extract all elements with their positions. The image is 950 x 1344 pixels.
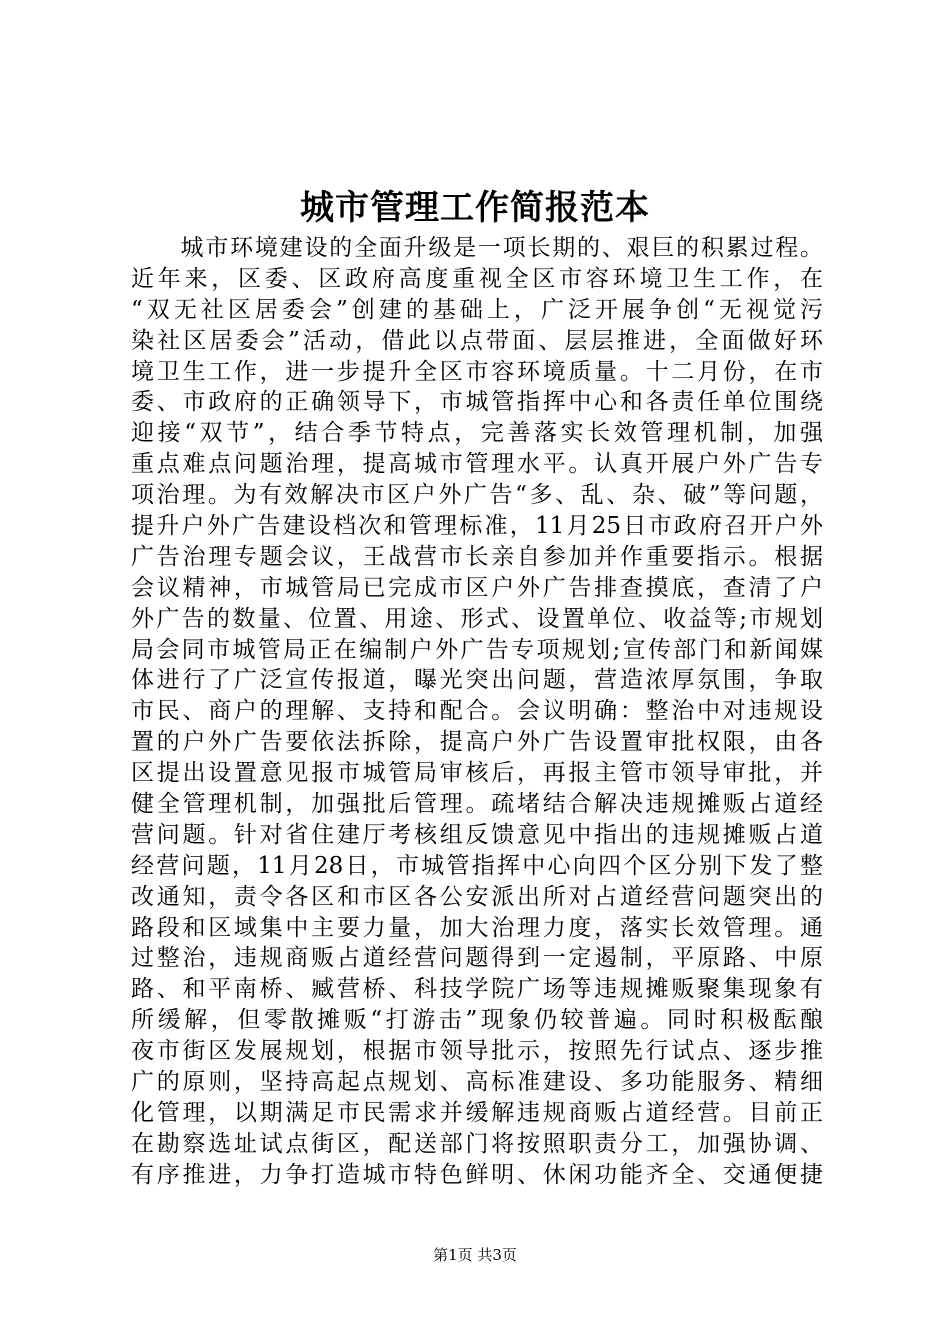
body-line: 营问题。针对省住建厅考核组反馈意见中指出的违规摊贩占道 [131,821,823,848]
body-line: 健全管理机制，加强批后管理。疏堵结合解决违规摊贩占道经 [131,791,823,818]
body-line: 近年来，区委、区政府高度重视全区市容环境卫生工作，在 [131,265,823,292]
body-line: 在勘察选址试点街区，配送部门将按照职责分工，加强协调、 [131,1130,823,1157]
body-line: 区提出设置意见报市城管局审核后，再报主管市领导审批，并 [131,760,823,787]
body-line: 会议精神，市城管局已完成市区户外广告排查摸底，查清了户 [131,574,823,601]
body-line: 夜市街区发展规划，根据市领导批示，按照先行试点、逐步推 [131,1038,823,1065]
body-line: 经营问题，11月28日，市城管指挥中心向四个区分别下发了整 [131,852,823,879]
body-line: 所缓解，但零散摊贩“打游击”现象仍较普遍。同时积极酝酿 [131,1007,823,1034]
body-line: “双无社区居委会”创建的基础上，广泛开展争创“无视觉污 [131,296,823,323]
body-line: 城市环境建设的全面升级是一项长期的、艰巨的积累过程。 [131,235,823,261]
body-line: 置的户外广告要依法拆除，提高户外广告设置审批权限，由各 [131,729,823,756]
body-line: 委、市政府的正确领导下，市城管指挥中心和各责任单位围绕 [131,389,823,416]
body-line: 化管理，以期满足市民需求并缓解违规商贩占道经营。目前正 [131,1099,823,1126]
body-line: 染社区居委会”活动，借此以点带面、层层推进，全面做好环 [131,327,823,354]
body-line: 有序推进，力争打造城市特色鲜明、休闲功能齐全、交通便捷 [131,1161,823,1188]
body-line: 改通知，责令各区和市区各公安派出所对占道经营问题突出的 [131,883,823,910]
body-line: 外广告的数量、位置、用途、形式、设置单位、收益等;市规划 [131,605,823,632]
body-line: 广告治理专题会议，王战营市长亲自参加并作重要指示。根据 [131,543,823,570]
body-line: 提升户外广告建设档次和管理标准，11月25日市政府召开户外 [131,513,823,540]
body-line: 体进行了广泛宣传报道，曝光突出问题，营造浓厚氛围，争取 [131,667,823,694]
page-footer: 第1页 共3页 [433,1246,517,1264]
body-line: 项治理。为有效解决市区户外广告“多、乱、杂、破”等问题， [131,482,823,509]
body-line: 路段和区域集中主要力量，加大治理力度，落实长效管理。通 [131,914,823,941]
body-line: 市民、商户的理解、支持和配合。会议明确：整治中对违规设 [131,698,823,725]
body-line: 重点难点问题治理，提高城市管理水平。认真开展户外广告专 [131,451,823,478]
body-line: 过整治，违规商贩占道经营问题得到一定遏制，平原路、中原 [131,945,823,972]
body-line: 局会同市城管局正在编制户外广告专项规划;宣传部门和新闻媒 [131,636,823,663]
document-title: 城市管理工作简报范本 [300,188,650,228]
document-body [131,233,823,1191]
body-line: 路、和平南桥、臧营桥、科技学院广场等违规摊贩聚集现象有 [131,976,823,1003]
body-line: 迎接“双节”，结合季节特点，完善落实长效管理机制，加强 [131,420,823,447]
body-line: 广的原则，坚持高起点规划、高标准建设、多功能服务、精细 [131,1069,823,1096]
body-line: 境卫生工作，进一步提升全区市容环境质量。十二月份，在市 [131,358,823,385]
